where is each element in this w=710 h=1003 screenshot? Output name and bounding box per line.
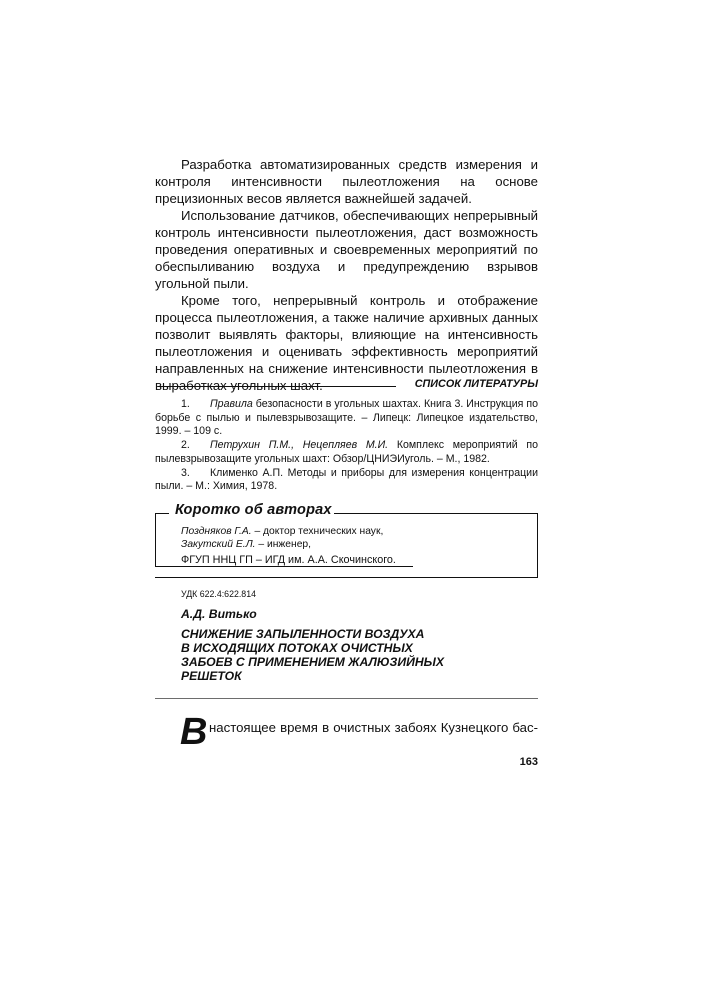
paragraph: Разработка автоматизированных средств измерения и контроля интенсивности пылеотложения на основе прецизионных весов является важнейшей задачей.	[155, 157, 538, 206]
paragraph: Использование датчиков, обеспечивающих непрерывный контроль интенсивности пылеотложения, даст возможность проведения оперативных и своевременных мероприятий по обеспыливанию воздуха и предупреждению взрывов угольной пыли.	[155, 208, 538, 291]
reference-italic: Правила	[210, 398, 253, 410]
reference-text: безопасности в угольных шахтах. Книга 3. Инструкция по борьбе с пылью и пылевзрывозащите. – Липецк: Липецкое издательство, 1999. – 109 с.	[155, 398, 538, 438]
article-title	[181, 627, 444, 683]
reference-item	[155, 439, 538, 466]
article-title-line: СНИЖЕНИЕ ЗАПЫЛЕННОСТИ ВОЗДУХА	[181, 627, 425, 641]
article-first-line: настоящее время в очистных забоях Кузнецкого бас-	[209, 720, 538, 735]
article-title-line: РЕШЕТОК	[181, 669, 242, 683]
article-title-line: В ИСХОДЯЩИХ ПОТОКАХ ОЧИСТНЫХ	[181, 641, 413, 655]
author-name: Поздняков Г.А.	[181, 526, 252, 537]
paragraph: Кроме того, непрерывный контроль и отображение процесса пылеотложения, а также наличие архивных данных позволит выявлять факторы, влияющие на интенсивность пылеотложения и оценивать эффективность мероприятий направленных на снижение интенсивности пылеотложения в выработках угольных шахт.	[155, 293, 538, 393]
authors-list	[181, 525, 383, 551]
author-entry	[181, 525, 383, 538]
section-divider	[155, 698, 538, 699]
reference-item	[155, 398, 538, 439]
references-heading: СПИСОК ЛИТЕРАТУРЫ	[414, 378, 538, 390]
author-role: – доктор технических наук,	[251, 526, 384, 537]
author-role: – инженер,	[255, 539, 312, 550]
reference-item	[155, 467, 538, 494]
box-border-top-right	[334, 513, 538, 514]
author-name: Закутский Е.Л.	[181, 539, 256, 550]
udk-code: УДК 622.4:622.814	[181, 589, 256, 599]
reference-text: Комплекс мероприятий по пылевзрывозащите угольных шахт: Обзор/ЦНИЭИуголь. – М., 1982.	[155, 439, 538, 465]
page-number: 163	[519, 756, 538, 768]
reference-number: 2.	[181, 439, 190, 452]
article-author: А.Д. Витько	[181, 607, 257, 621]
box-border-bottom	[155, 577, 538, 578]
box-border-top-left	[155, 513, 169, 514]
article-title-line: ЗАБОЕВ С ПРИМЕНЕНИЕМ ЖАЛЮЗИЙНЫХ	[181, 655, 444, 669]
body-text	[155, 156, 538, 394]
reference-number: 1.	[181, 398, 190, 410]
author-organization: ФГУП ННЦ ГП – ИГД им. А.А. Скочинского.	[181, 554, 396, 566]
reference-number: 3.	[181, 466, 190, 479]
reference-text: Клименко А.П. Методы и приборы для измерения концентрации пыли. – М.: Химия, 1978.	[155, 466, 538, 493]
authors-box-title: Коротко об авторах	[175, 502, 332, 518]
reference-italic: Петрухин П.М., Нецепляев М.И.	[210, 439, 389, 452]
box-border-left	[155, 513, 156, 567]
references-list	[155, 398, 538, 494]
references-rule	[158, 386, 396, 387]
drop-cap: В	[180, 711, 208, 753]
author-entry	[181, 538, 383, 551]
box-border-right	[537, 513, 538, 578]
box-inner-rule	[155, 566, 413, 567]
